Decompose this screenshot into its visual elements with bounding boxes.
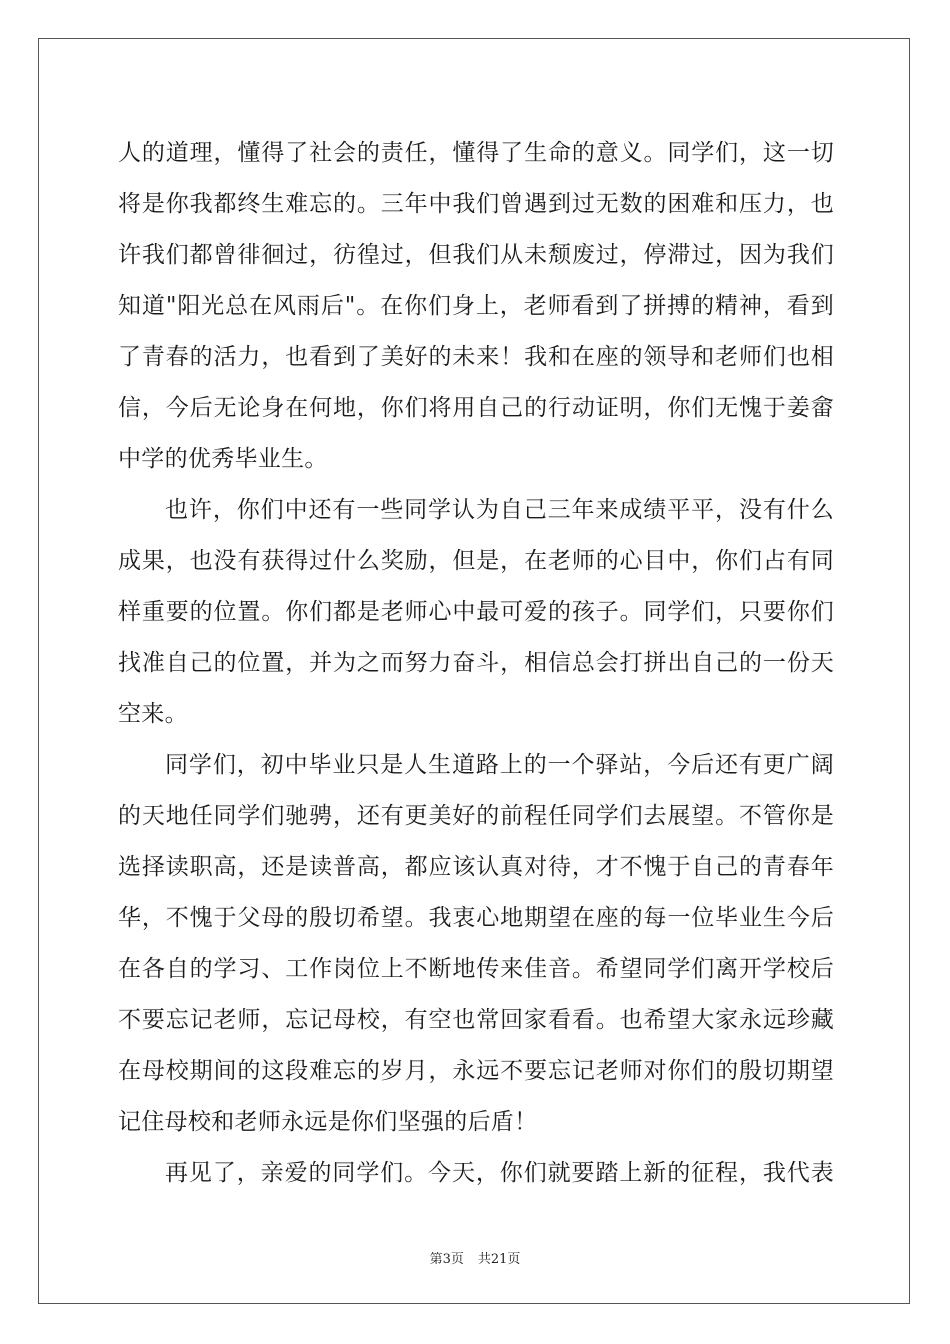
text-line: 不要忘记老师，忘记母校，有空也常回家看看。也希望大家永远珍藏	[118, 1007, 834, 1033]
paragraph-first-line: 同学们，初中毕业只是人生道路上的一个驿站，今后还有更广阔	[165, 752, 834, 778]
text-line: 将是你我都终生难忘的。三年中我们曾遇到过无数的困难和压力，也	[118, 191, 834, 217]
text-line: 人的道理，懂得了社会的责任，懂得了生命的意义。同学们，这一切	[118, 140, 834, 166]
page-number: 第3页	[429, 1252, 464, 1267]
text-line: 信，今后无论身在何地，你们将用自己的行动证明，你们无愧于姜畲	[118, 395, 834, 421]
text-line: 找准自己的位置，并为之而努力奋斗，相信总会打拼出自己的一份天	[118, 650, 834, 676]
text-line: 知道"阳光总在风雨后"。在你们身上，老师看到了拼搏的精神，看到	[118, 293, 834, 319]
page-total: 共21页	[477, 1252, 521, 1267]
text-line: 空来。	[118, 701, 188, 727]
text-line: 记住母校和老师永远是你们坚强的后盾！	[118, 1109, 538, 1135]
text-line: 许我们都曾徘徊过，彷徨过，但我们从未颓废过，停滞过，因为我们	[118, 242, 834, 268]
text-line: 中学的优秀毕业生。	[118, 446, 328, 472]
text-line: 华，不愧于父母的殷切希望。我衷心地期望在座的每一位毕业生今后	[118, 905, 834, 931]
text-line: 了青春的活力，也看到了美好的未来！我和在座的领导和老师们也相	[118, 344, 834, 370]
text-line: 在各自的学习、工作岗位上不断地传来佳音。希望同学们离开学校后	[118, 956, 834, 982]
document-body	[118, 128, 834, 1199]
paragraph-first-line: 再见了，亲爱的同学们。今天，你们就要踏上新的征程，我代表	[165, 1160, 834, 1186]
text-line: 的天地任同学们驰骋，还有更美好的前程任同学们去展望。不管你是	[118, 803, 834, 829]
text-line: 选择读职高，还是读普高，都应该认真对待，才不愧于自己的青春年	[118, 854, 834, 880]
text-line: 在母校期间的这段难忘的岁月，永远不要忘记老师对你们的殷切期望	[118, 1058, 834, 1084]
paragraph-first-line: 也许，你们中还有一些同学认为自己三年来成绩平平，没有什么	[165, 497, 834, 523]
text-line: 样重要的位置。你们都是老师心中最可爱的孩子。同学们，只要你们	[118, 599, 834, 625]
text-line: 成果，也没有获得过什么奖励，但是，在老师的心目中，你们占有同	[118, 548, 834, 574]
page-footer	[0, 1248, 950, 1267]
